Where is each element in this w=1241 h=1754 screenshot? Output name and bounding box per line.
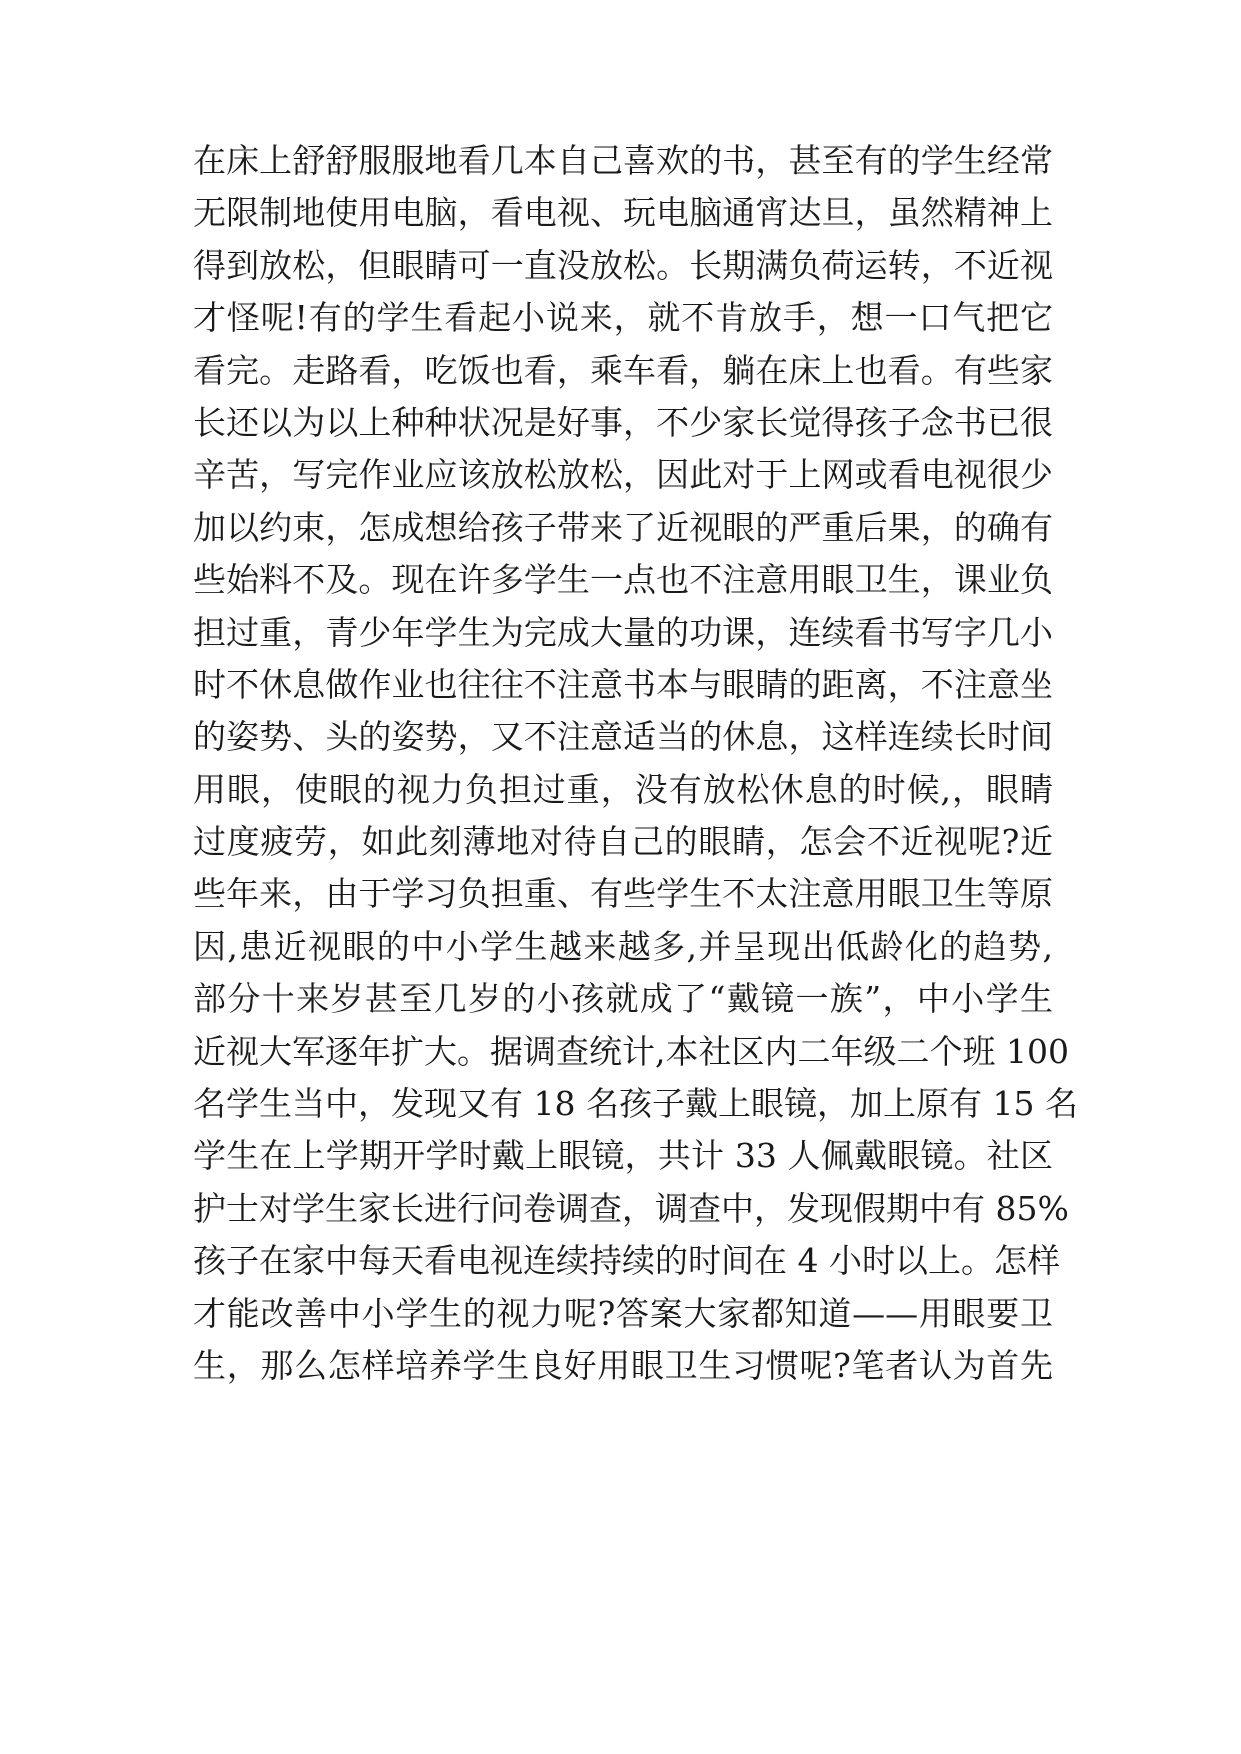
text-line: 看完。走路看，吃饭也看，乘车看，躺在床上也看。有些家 xyxy=(193,350,1053,390)
text-line: 名学生当中，发现又有 18 名孩子戴上眼镜，加上原有 15 名 xyxy=(193,1084,1078,1124)
body-text xyxy=(193,135,1078,1392)
text-line: 生，那么怎样培养学生良好用眼卫生习惯呢?笔者认为首先 xyxy=(193,1345,1053,1385)
text-line: 加以约束，怎成想给孩子带来了近视眼的严重后果，的确有 xyxy=(193,507,1053,547)
text-line: 近视大军逐年扩大。据调查统计,本社区内二年级二个班 100 xyxy=(193,1031,1069,1071)
text-line: 时不休息做作业也往往不注意书本与眼睛的距离，不注意坐 xyxy=(193,664,1053,704)
text-line: 用眼，使眼的视力负担过重，没有放松休息的时候,，眼睛 xyxy=(193,769,1053,809)
text-line: 在床上舒舒服服地看几本自己喜欢的书，甚至有的学生经常 xyxy=(193,141,1053,180)
text-line: 得到放松，但眼睛可一直没放松。长期满负荷运转，不近视 xyxy=(193,245,1053,285)
text-line: 才怪呢!有的学生看起小说来，就不肯放手，想一口气把它 xyxy=(193,298,1053,338)
text-line: 过度疲劳，如此刻薄地对待自己的眼睛，怎会不近视呢?近 xyxy=(193,822,1053,862)
text-line: 无限制地使用电脑，看电视、玩电脑通宵达旦，虽然精神上 xyxy=(193,193,1053,233)
text-line: 护士对学生家长进行问卷调查，调查中，发现假期中有 85% xyxy=(193,1188,1069,1228)
text-line: 孩子在家中每天看电视连续持续的时间在 4 小时以上。怎样 xyxy=(193,1241,1060,1281)
text-line: 些始料不及。现在许多学生一点也不注意用眼卫生，课业负 xyxy=(193,560,1053,600)
text-line: 长还以为以上种种状况是好事，不少家长觉得孩子念书已很 xyxy=(193,402,1053,442)
text-line: 些年来，由于学习负担重、有些学生不太注意用眼卫生等原 xyxy=(193,874,1053,914)
text-line: 学生在上学期开学时戴上眼镜，共计 33 人佩戴眼镜。社区 xyxy=(193,1136,1053,1176)
text-line: 辛苦，写完作业应该放松放松，因此对于上网或看电视很少 xyxy=(193,455,1053,495)
text-line: 部分十来岁甚至几岁的小孩就成了“戴镜一族”，中小学生 xyxy=(193,979,1053,1019)
text-line: 才能改善中小学生的视力呢?答案大家都知道——用眼要卫 xyxy=(193,1293,1053,1333)
text-line: 担过重，青少年学生为完成大量的功课，连续看书写字几小 xyxy=(193,612,1053,652)
text-line: 因,患近视眼的中小学生越来越多,并呈现出低龄化的趋势, xyxy=(193,926,1053,966)
text-line: 的姿势、头的姿势，又不注意适当的休息，这样连续长时间 xyxy=(193,717,1053,757)
